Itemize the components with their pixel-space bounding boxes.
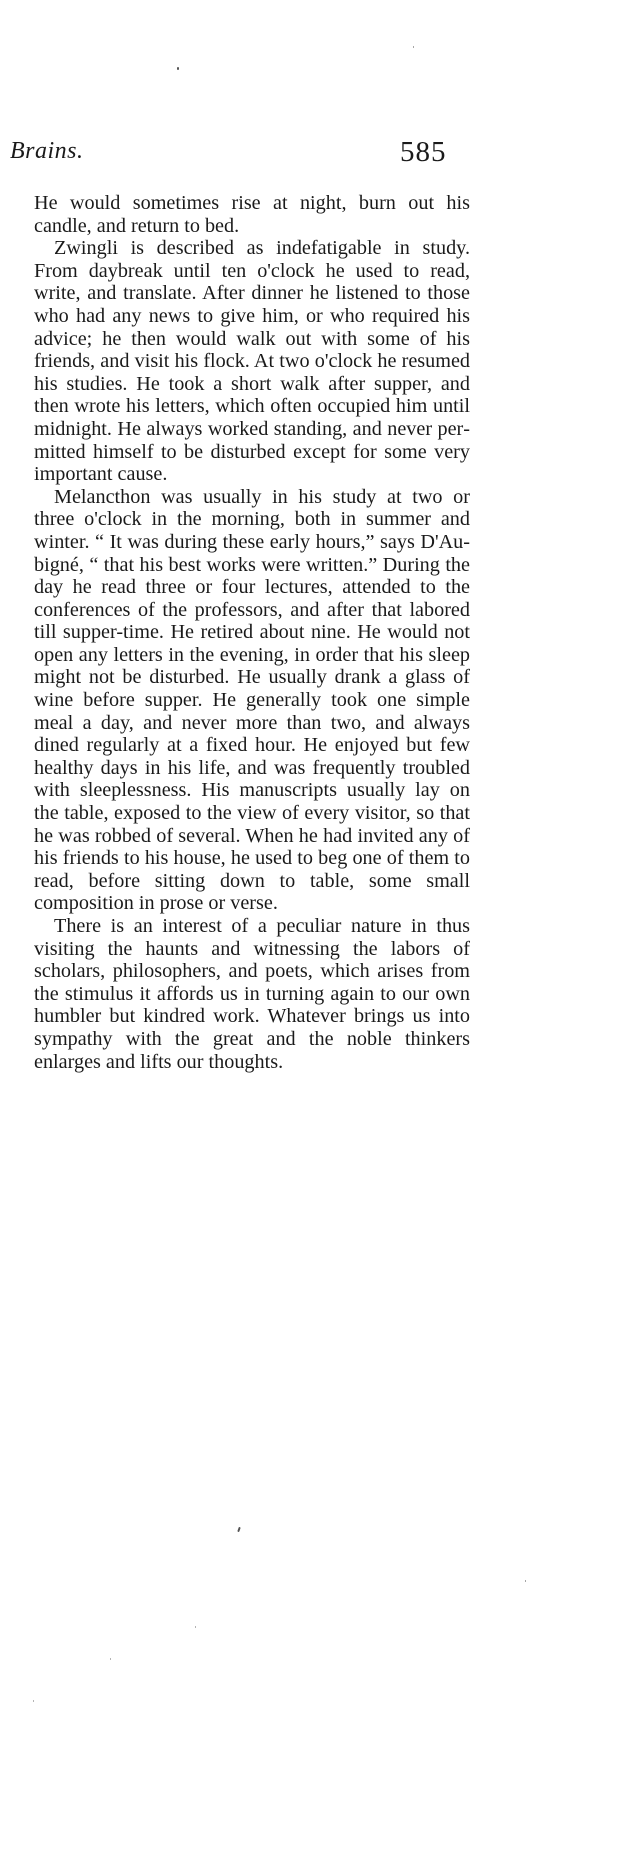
scan-speck [33, 1700, 34, 1702]
body-text [34, 192, 470, 1073]
paragraph-melancthon: Melancthon was usually in his study at two or three o'clock in the morning, both in summer and winter. “ It was during these early hours,” says D'Aubigné, “ that his best works were written.” During the day he read three or four lectures, attended to the conferences of the professors, and after that labored till supper-time. He retired about nine. He would not open any letters in the evening, in order that his sleep might not be disturbed. He usually drank a glass of wine before supper. He generally took one simple meal a day, and never more than two, and always dined regularly at a fixed hour. He enjoyed but few healthy days in his life, and was frequently troubled with sleeplessness. His manuscripts usually lay on the table, exposed to the view of every visitor, so that he was robbed of several. When he had invited any of his friends to his house, he used to beg one of them to read, before sitting down to table, some small composition in prose or verse. [34, 485, 470, 915]
paragraph-continuation: He would sometimes rise at night, burn out his candle, and return to bed. [34, 192, 470, 237]
scan-speck [413, 46, 414, 48]
scan-speck [237, 1527, 241, 1532]
paragraph-conclusion: There is an interest of a peculiar nature in thus visiting the haunts and witnessing the labors of scholars, philosophers, and poets, which arises from the stimulus it affords us in turning again to our own humbler but kindred work. Whatever brings us into sympathy with the great and the noble thinkers enlarges and lifts our thoughts. [34, 915, 470, 1073]
scan-speck [525, 1580, 526, 1582]
running-head-title: Brains. [10, 138, 84, 164]
paragraph-zwingli: Zwingli is described as indefatigable in study. From daybreak until ten o'clock he used to read, write, and translate. After dinner he listened to those who had any news to give him, or who required his advice; he then would walk out with some of his friends, and visit his flock. At two o'clock he resumed his studies. He took a short walk after supper, and then wrote his letters, which often occupied him until midnight. He always worked standing, and never permitted himself to be disturbed except for some very important cause. [34, 237, 470, 486]
scan-speck [195, 1626, 196, 1628]
scan-speck [110, 1658, 111, 1660]
scan-speck [177, 67, 179, 70]
page-number: 585 [400, 136, 447, 168]
